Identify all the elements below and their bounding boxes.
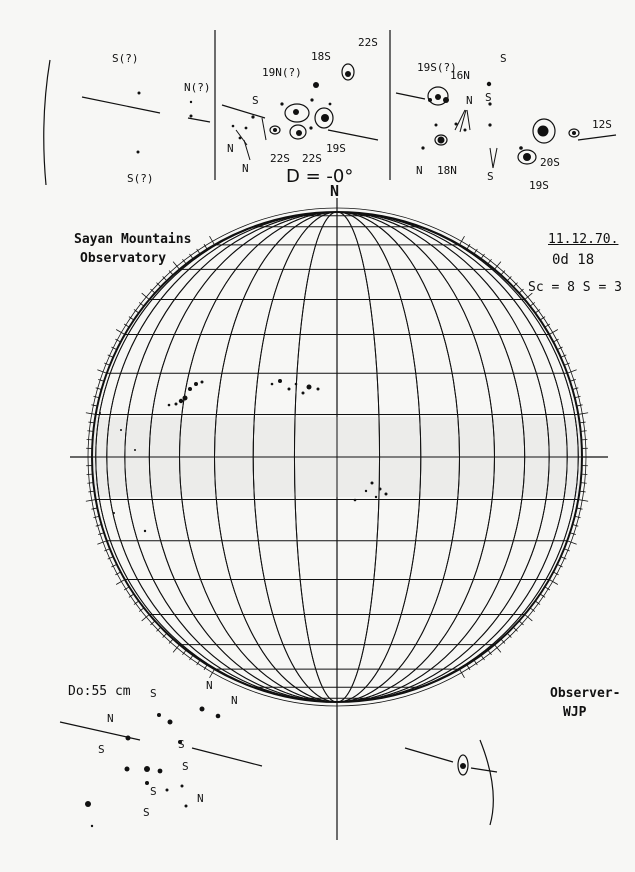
left-panel-limb-arc xyxy=(44,60,50,185)
footer-left-label: S xyxy=(150,785,157,798)
observatory-label: Observatory xyxy=(80,251,167,266)
north-label: N xyxy=(330,182,340,200)
header-left-label: S(?) xyxy=(127,172,154,185)
header-right-label: 19S(?) xyxy=(417,61,457,74)
header-mid-label: 19N(?) xyxy=(262,66,302,79)
footer-left-label: N xyxy=(231,694,238,707)
observer-label: Observer- xyxy=(550,686,621,701)
header-right-label: 19S xyxy=(529,179,549,192)
footer-left-label: S xyxy=(143,806,150,819)
footer-left-label: N xyxy=(206,679,213,692)
header-mid-label: S xyxy=(252,94,259,107)
header-right-label: 16N xyxy=(450,69,470,82)
footer-left-label: N xyxy=(197,792,204,805)
footer-left-label: S xyxy=(98,743,105,756)
observer-initials: WJP xyxy=(563,705,587,720)
header-right-label: S xyxy=(487,170,494,183)
header-left-label: N(?) xyxy=(184,81,211,94)
header-right-label: 20S xyxy=(540,156,560,169)
left-panel-axis xyxy=(82,97,160,113)
header-mid-label: 22S xyxy=(358,36,378,49)
footer-left-label: N xyxy=(107,712,114,725)
header-mid-label: N xyxy=(227,142,234,155)
header-mid-label: N xyxy=(242,162,249,175)
header-mid-label: 22S xyxy=(270,152,290,165)
header-left-label: S(?) xyxy=(112,52,139,65)
header-mid-label: 19S xyxy=(326,142,346,155)
header-right-label: S xyxy=(500,52,507,65)
header-right-label: 18N xyxy=(437,164,457,177)
header-mid-label: 18S xyxy=(311,50,331,63)
footer-left-label: S xyxy=(150,687,157,700)
header-right-label: N xyxy=(416,164,423,177)
footer-left-label: S xyxy=(182,760,189,773)
declination-label: D = -0° xyxy=(286,166,354,187)
header-right-label: 12S xyxy=(592,118,612,131)
observatory-name: Sayan Mountains xyxy=(74,232,192,247)
header-right-label: S xyxy=(485,91,492,104)
footer-right-limb-arc xyxy=(480,740,493,825)
header-mid-label: 22S xyxy=(302,152,322,165)
observation-date: 11.12.70. xyxy=(548,232,619,247)
spot-counts: Sc = 8 S = 3 xyxy=(528,280,622,295)
observation-time: 0d 18 xyxy=(552,252,595,268)
aperture-label: Do:55 cm xyxy=(68,684,131,699)
header-right-label: N xyxy=(466,94,473,107)
footer-left-label: S xyxy=(178,738,185,751)
